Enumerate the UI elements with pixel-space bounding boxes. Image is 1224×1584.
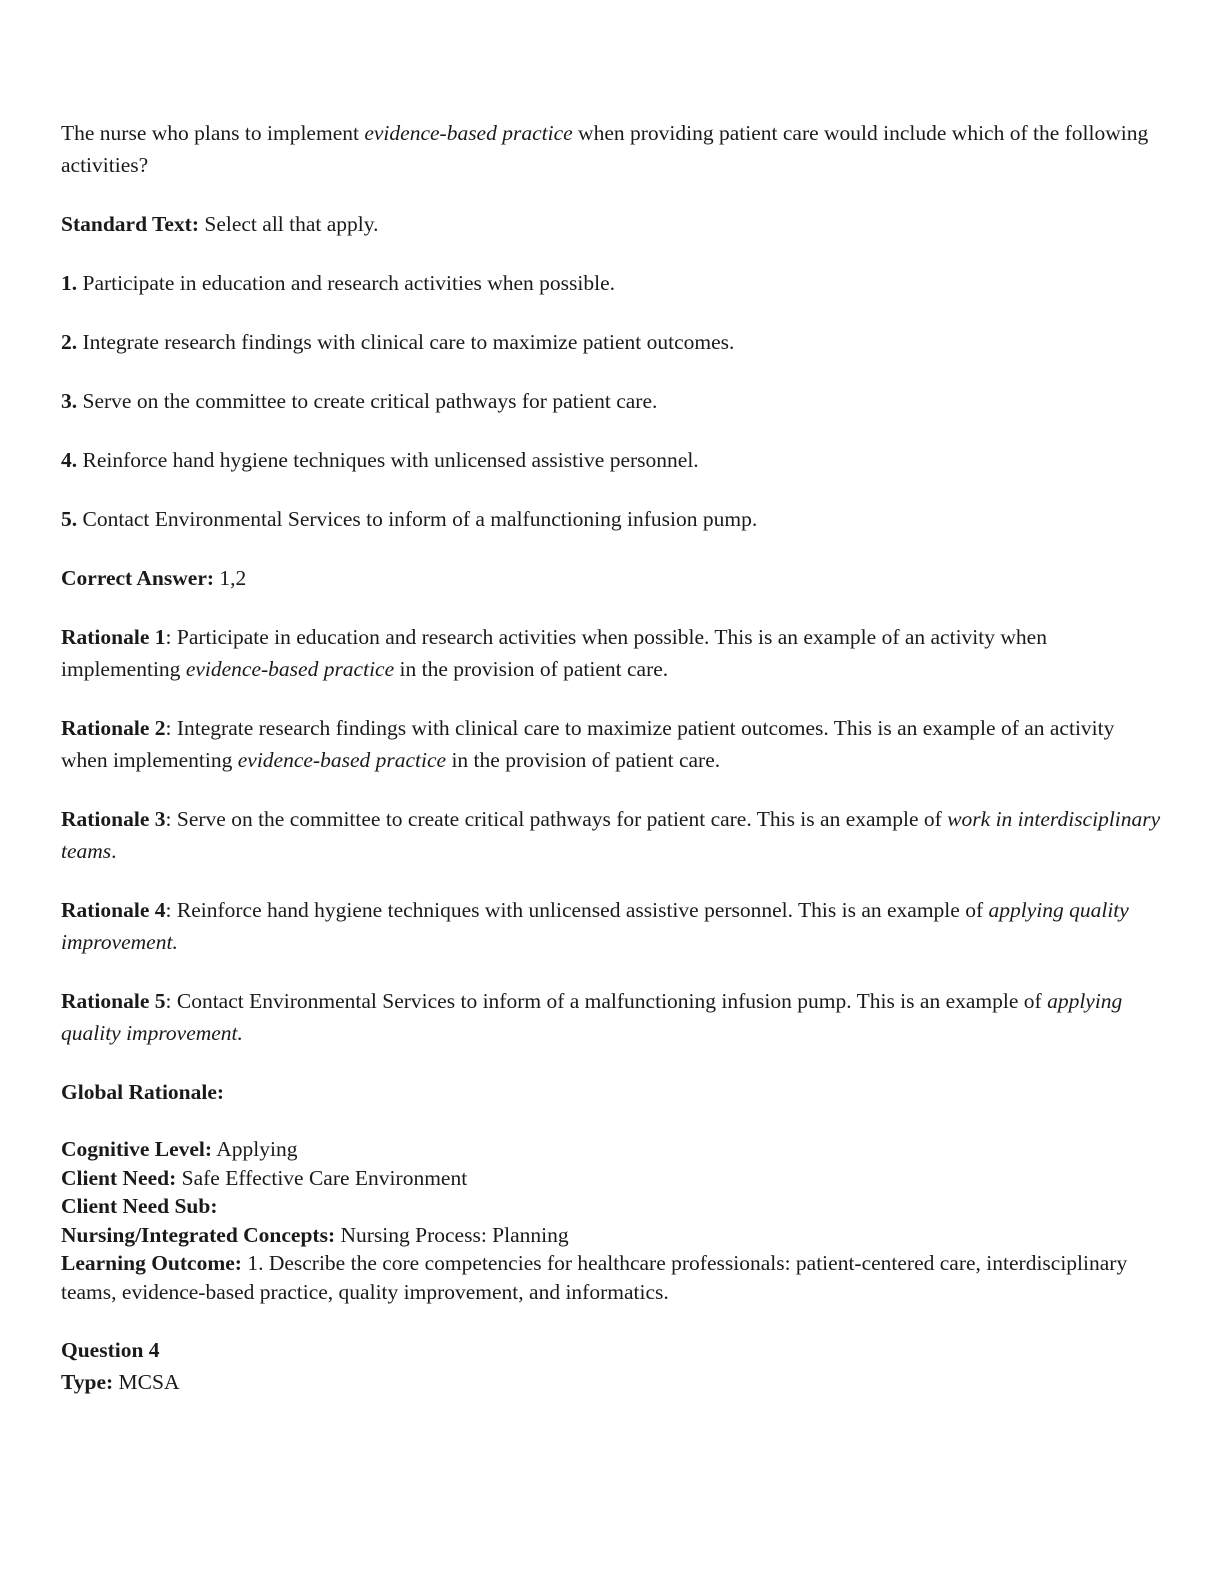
rationale-2: Rationale 2: Integrate research findings with clinical care to maximize patient outcomes. This is an example of an activity when implementing evidence-based practice in the provision of patient care.: [61, 716, 1115, 772]
client-need: Client Need: Safe Effective Care Environment: [61, 1165, 468, 1190]
question-metadata: [61, 1135, 1161, 1307]
option-4: 4. Reinforce hand hygiene techniques with unlicensed assistive personnel.: [61, 448, 699, 472]
question-number: Question 4: [61, 1337, 160, 1362]
standard-text-label: Standard Text:: [61, 212, 199, 236]
client-need-sub: Client Need Sub:: [61, 1194, 218, 1219]
cognitive-level: Cognitive Level: Applying: [61, 1137, 298, 1161]
option-5: 5. Contact Environmental Services to inform of a malfunctioning infusion pump.: [61, 507, 758, 531]
global-rationale: Global Rationale:: [61, 1080, 225, 1104]
nursing-concepts: Nursing/Integrated Concepts: Nursing Process: Planning: [61, 1222, 569, 1247]
standard-text-value: Select all that apply.: [204, 212, 379, 236]
rationale-1: Rationale 1: Participate in education and research activities when possible. This is an example of an activity when implementing evidence-based practice in the provision of patient care.: [61, 625, 1047, 681]
question-stem: The nurse who plans to implement evidence-based practice when providing patient care would include which of the following activities?: [61, 121, 1149, 177]
correct-answer: [61, 562, 1161, 594]
rationale-4: Rationale 4: Reinforce hand hygiene techniques with unlicensed assistive personnel. This is an example of applying quality improvement.: [61, 898, 1129, 954]
option-1: 1. Participate in education and research activities when possible.: [61, 271, 616, 295]
correct-answer-label: Correct Answer:: [61, 566, 215, 590]
standard-text: [61, 208, 1161, 240]
document-page: [61, 117, 1161, 1425]
correct-answer-value: 1,2: [219, 566, 247, 590]
rationale-3: Rationale 3: Serve on the committee to create critical pathways for patient care. This is an example of work in interdisciplinary teams.: [61, 807, 1161, 863]
next-question-header: [61, 1334, 1161, 1398]
option-3: 3. Serve on the committee to create critical pathways for patient care.: [61, 389, 658, 413]
option-2: 2. Integrate research findings with clinical care to maximize patient outcomes.: [61, 330, 735, 354]
question-type: Type: MCSA: [61, 1369, 180, 1394]
rationale-5: Rationale 5: Contact Environmental Services to inform of a malfunctioning infusion pump. This is an example of applying quality improvement.: [61, 989, 1123, 1045]
stem-emphasis: evidence-based practice: [364, 121, 573, 145]
learning-outcome: Learning Outcome: 1. Describe the core competencies for healthcare professionals: patient-centered care, interdisciplinary teams, evidence-based practice, quality improvement, and informatics.: [61, 1251, 1128, 1304]
